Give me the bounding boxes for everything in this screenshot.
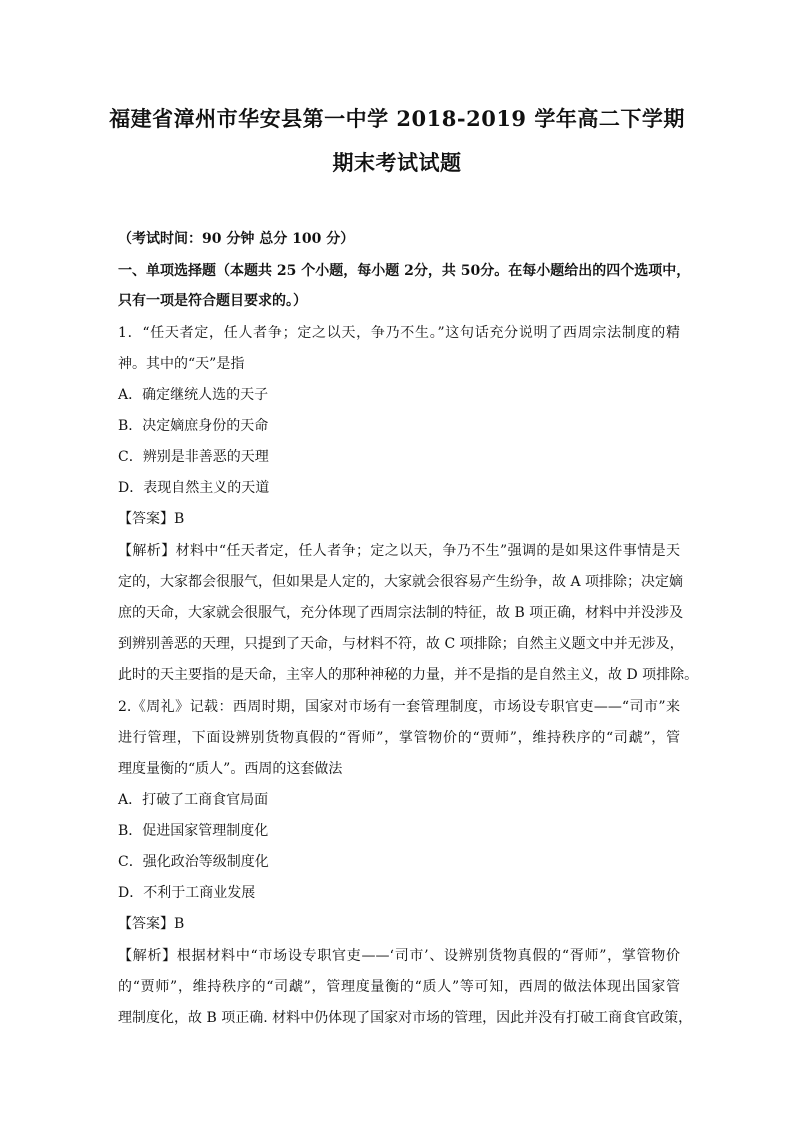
question-1-analysis-line-4: 到辨别善恶的天理，只提到了天命，与材料不符，故 C 项排除；自然主义题文中并无涉及， xyxy=(118,636,684,652)
question-2-analysis-line-1: 【解析】根据材料中“市场设专职官吏——‘司市’、设辨别货物真假的“胥师”，掌管物价 xyxy=(118,948,680,964)
question-2-stem-line-2: 进行管理，下面设辨别货物真假的“胥师”，掌管物价的“贾师”，维持秩序的“司虣”，管 xyxy=(118,730,680,746)
question-1-analysis-line-3: 庶的天命，大家就会很服气，充分体现了西周宗法制的特征，故 B 项正确，材料中并没涉及 xyxy=(118,605,684,621)
question-1-analysis-line-5: 此时的天主要指的是天命，主宰人的那种神秘的力量，并不是指的是自然主义，故 D 项排除。 xyxy=(118,667,699,683)
question-2-option-b: B．促进国家管理制度化 xyxy=(118,823,269,839)
question-2-stem-line-1: 2.《周礼》记载：西周时期，国家对市场有一套管理制度，市场设专职官吏——“司市”来 xyxy=(118,699,680,715)
question-1-stem-line-1: 1．“任天者定，任人者争；定之以天，争乃不生。”这句话充分说明了西周宗法制度的精 xyxy=(118,325,680,341)
question-1-stem-line-2: 神。其中的“天”是指 xyxy=(118,356,245,372)
question-1-option-b: B．决定嫡庶身份的天命 xyxy=(118,418,269,434)
question-1-answer: 【答案】B xyxy=(118,511,185,527)
section-header-line-1: 一、单项选择题（本题共 25 个小题，每小题 2分，共 50分。在每小题给出的四个选项中， xyxy=(118,263,691,279)
question-2-analysis-line-2: 的“贾师”，维持秩序的“司虣”，管理度量衡的“质人”等可知，西周的做法体现出国家管 xyxy=(118,979,680,995)
question-2-option-a: A．打破了工商食官局面 xyxy=(118,792,269,808)
document-title-line-1: 福建省漳州市华安县第一中学 2018-2019 学年高二下学期 xyxy=(109,106,685,131)
question-1-analysis-line-2: 定的，大家都会很服气，但如果是人定的，大家就会很容易产生纷争，故 A 项排除；决定嫡 xyxy=(118,574,684,590)
question-1-option-d: D．表现自然主义的天道 xyxy=(118,480,270,496)
document-title-line-2: 期末考试试题 xyxy=(332,150,462,175)
question-1-option-c: C．辨别是非善恶的天理 xyxy=(118,449,269,465)
question-2-stem-line-3: 理度量衡的“质人”。西周的这套做法 xyxy=(118,761,343,777)
question-2-analysis-line-3: 理制度化，故 B 项正确. 材料中仍体现了国家对市场的管理，因此并没有打破工商食官政策， xyxy=(118,1010,693,1026)
section-header-line-2: 只有一项是符合题目要求的。） xyxy=(118,293,307,309)
question-2-option-d: D．不利于工商业发展 xyxy=(118,885,256,901)
exam-info: （考试时间：90 分钟 总分 100 分） xyxy=(118,231,355,247)
question-2-option-c: C．强化政治等级制度化 xyxy=(118,854,269,870)
question-2-answer: 【答案】B xyxy=(118,916,185,932)
question-1-option-a: A．确定继统人选的天子 xyxy=(118,387,269,403)
question-1-analysis-line-1: 【解析】材料中“任天者定，任人者争；定之以天，争乃不生”强调的是如果这件事情是天 xyxy=(118,543,680,559)
